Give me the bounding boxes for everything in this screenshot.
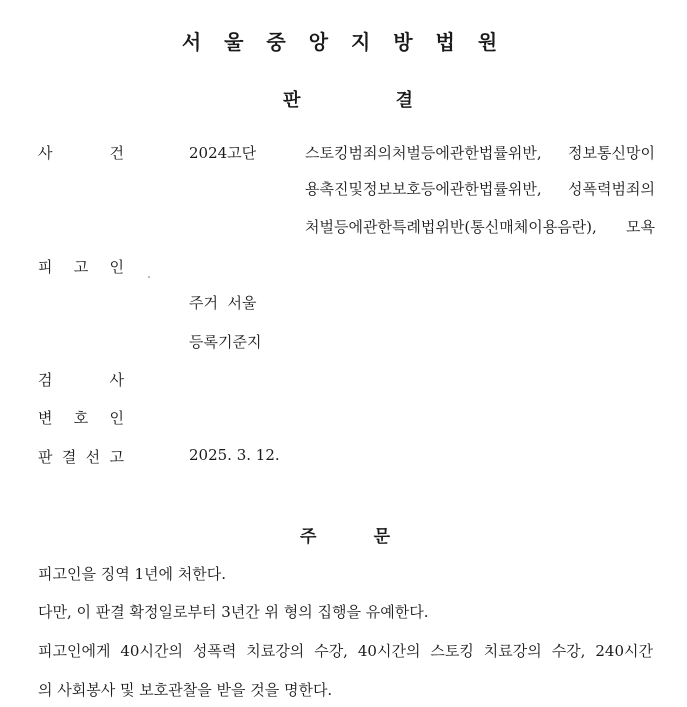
- case-label-char: 사: [38, 144, 53, 162]
- sentencing-label-char: 고: [109, 448, 124, 466]
- case-title-part: 용촉진및정보보호등에관한법률위반,: [305, 180, 542, 198]
- sentencing-label-char: 판: [38, 448, 53, 466]
- case-title-line: [305, 178, 655, 199]
- counsel-label-char: 인: [109, 409, 124, 427]
- case-title-line: [305, 216, 655, 237]
- defendant-label-char: 피: [38, 258, 53, 276]
- sentencing-label: [38, 446, 124, 467]
- case-title-line: [305, 142, 655, 163]
- case-label: [38, 142, 124, 163]
- court-name: 서 울 중 앙 지 방 법 원: [181, 30, 506, 54]
- document-type-char: 결: [395, 90, 413, 111]
- sentencing-date: 2025. 3. 12.: [189, 446, 280, 464]
- scan-speck: [148, 276, 150, 278]
- sentencing-label-char: 선: [85, 448, 101, 466]
- document-type: [283, 86, 413, 112]
- prosecutor-label-char: 사: [109, 371, 124, 389]
- case-number: 2024고단: [189, 144, 257, 162]
- counsel-label-char: 호: [73, 409, 89, 427]
- defendant-address: 주거 서울: [189, 294, 257, 312]
- counsel-label: [38, 407, 124, 428]
- defendant-registry: 등록기준지: [189, 333, 262, 351]
- order-line: 피고인에게 40시간의 성폭력 치료강의 수강, 40시간의 스토킹 치료강의 수강, 240시간: [38, 642, 653, 660]
- case-title-part: 성폭력범죄의: [568, 180, 655, 198]
- prosecutor-label-char: 검: [38, 371, 53, 389]
- defendant-label-char: 인: [109, 258, 124, 276]
- order-title-char: 주: [300, 527, 317, 547]
- sentencing-label-char: 결: [61, 448, 77, 466]
- defendant-label-char: 고: [73, 258, 89, 276]
- case-title-part: 스토킹범죄의처벌등에관한법률위반,: [305, 144, 542, 162]
- order-title: [300, 522, 390, 547]
- prosecutor-label: [38, 369, 124, 390]
- defendant-label: [38, 256, 124, 277]
- case-title-part: 정보통신망이: [568, 144, 655, 162]
- order-line: 의 사회봉사 및 보호관찰을 받을 것을 명한다.: [38, 681, 333, 699]
- order-title-char: 문: [373, 527, 390, 547]
- order-line: 다만, 이 판결 확정일로부터 3년간 위 형의 집행을 유예한다.: [38, 603, 429, 621]
- order-line: 피고인을 징역 1년에 처한다.: [38, 565, 227, 583]
- case-label-char: 건: [109, 144, 124, 162]
- document-type-char: 판: [283, 90, 301, 111]
- case-title-part: 처벌등에관한특례법위반(통신매체이용음란),: [305, 218, 597, 236]
- counsel-label-char: 변: [38, 409, 53, 427]
- case-title-part: 모욕: [626, 218, 655, 236]
